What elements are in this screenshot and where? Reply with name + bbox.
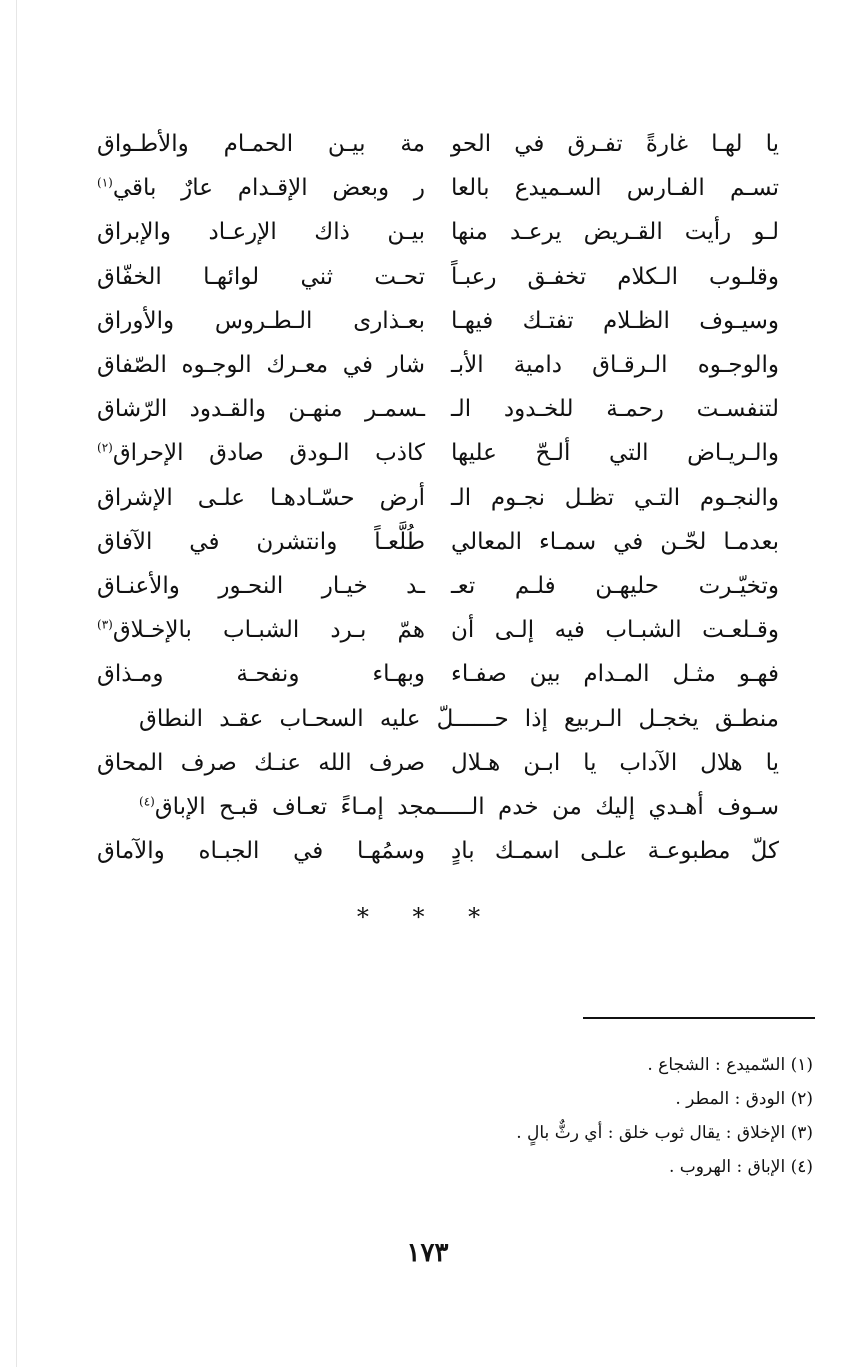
- second-hemistich: [97, 566, 425, 606]
- section-separator: * * *: [356, 903, 499, 931]
- second-hemistich: [97, 522, 425, 562]
- first-hemistich: تسـم الفـارس السـميدع بالعا: [451, 175, 779, 202]
- first-hemistich: وتخيّـرت حليهـن فلـم تعـ: [451, 573, 779, 599]
- footnote-marker: (١): [97, 175, 113, 190]
- second-hemistich: [97, 478, 425, 518]
- first-hemistich: وسيـوف الظـلام تفتـك فيهـا: [451, 307, 779, 334]
- verse-text: وبهـاء ونفحـة ومـذاق: [97, 661, 425, 688]
- second-hemistich: [97, 345, 425, 385]
- first-hemistich: والنجـوم التـي تظـل نجـوم الـ: [451, 484, 779, 511]
- second-hemistich: [97, 743, 425, 783]
- footnotes: [516, 1048, 813, 1184]
- poem-line: [139, 699, 779, 739]
- verse-text: كاذب الـودق صادق الإحراق: [112, 440, 425, 467]
- second-hemistich: [97, 831, 425, 871]
- verse-text: طُلَّعـاً وانتشرن في الآفاق: [97, 528, 425, 555]
- second-hemistich: [97, 610, 425, 650]
- second-hemistich: [97, 389, 425, 429]
- verse-text: شار في معـرك الوجـوه الصّفاق: [97, 352, 425, 378]
- verse-text: منطـق يخجـل الـربيع إذا حــــــلّ عليه السحـاب عقـد النطاق: [139, 705, 779, 732]
- footnote-marker: (٤): [139, 794, 155, 809]
- second-hemistich: [97, 257, 425, 297]
- first-hemistich: لـو رأيت القـريض يرعـد منها: [451, 219, 779, 246]
- first-hemistich: والوجـوه الـرقـاق دامية الأبـ: [451, 352, 779, 378]
- footnote-marker: (٣): [97, 617, 113, 632]
- first-hemistich: وقلـوب الـكلام تخفـق رعبـاً: [451, 263, 779, 290]
- footnote: (٣) الإخلاق : يقال ثوب خلق : أي رثٌّ بالٍ .: [516, 1123, 813, 1143]
- verse-text: صرف الله عنـك صرف المحاق: [97, 749, 425, 776]
- footnote-rule: [583, 1017, 815, 1019]
- second-hemistich: [97, 654, 425, 694]
- first-hemistich: يا هلال الآداب يا ابـن هـلال: [451, 749, 779, 776]
- first-hemistich: وقـلعـت الشبـاب فيه إلـى أن: [451, 617, 779, 644]
- first-hemistich: يا لهـا غارةً تفـرق في الحو: [451, 131, 779, 157]
- first-hemistich: لتنفسـت رحمـة للخـدود الـ: [451, 396, 779, 423]
- verse-text: ر وبعض الإقـدام عارٌ باقي: [112, 175, 425, 202]
- footnote: (٢) الودق : المطر .: [675, 1089, 813, 1109]
- verse-text: سـوف أهـدي إليك من خدم الـــــمجد إمـاءً تعـاف قبـح الإباق: [154, 794, 779, 820]
- page-number: ١٧٣: [406, 1238, 449, 1268]
- second-hemistich: [97, 124, 425, 164]
- verse-text: همّ بـرد الشبـاب بالإخـلاق: [112, 617, 425, 644]
- first-hemistich: والـريـاض التي ألـحّ عليها: [451, 440, 779, 467]
- verse-text: ـد خيـار النحـور والأعنـاق: [97, 573, 425, 599]
- verse-text: بيـن ذاك الإرعـاد والإبراق: [97, 219, 425, 246]
- first-hemistich: بعدمـا لحّـن في سمـاء المعالي: [451, 528, 779, 555]
- footnote: (١) السّميدع : الشجاع .: [647, 1055, 813, 1075]
- verse-text: أرض حسّـادهـا علـى الإشراق: [97, 484, 425, 511]
- second-hemistich: [97, 212, 425, 252]
- verse-text: تحـت ثني لوائهـا الخفّاق: [97, 263, 425, 290]
- verse-text: بعـذارى الـطـروس والأوراق: [97, 307, 425, 334]
- verse-text: وسمُهـا في الجبـاه والآماق: [97, 838, 425, 865]
- footnote: (٤) الإباق : الهروب .: [668, 1157, 813, 1177]
- footnote-marker: (٢): [97, 440, 113, 455]
- poem-line: [139, 787, 779, 827]
- second-hemistich: [97, 301, 425, 341]
- first-hemistich: كلّ مطبوعـة علـى اسمـك بادٍ: [451, 838, 779, 865]
- second-hemistich: [97, 168, 425, 208]
- first-hemistich: فهـو مثـل المـدام بين صفـاء: [451, 661, 779, 688]
- verse-text: ـسمـر منهـن والقـدود الرّشاق: [97, 396, 425, 423]
- second-hemistich: [97, 433, 425, 473]
- verse-text: مة بيـن الحمـام والأطـواق: [97, 131, 425, 157]
- page-edge: [16, 0, 17, 1367]
